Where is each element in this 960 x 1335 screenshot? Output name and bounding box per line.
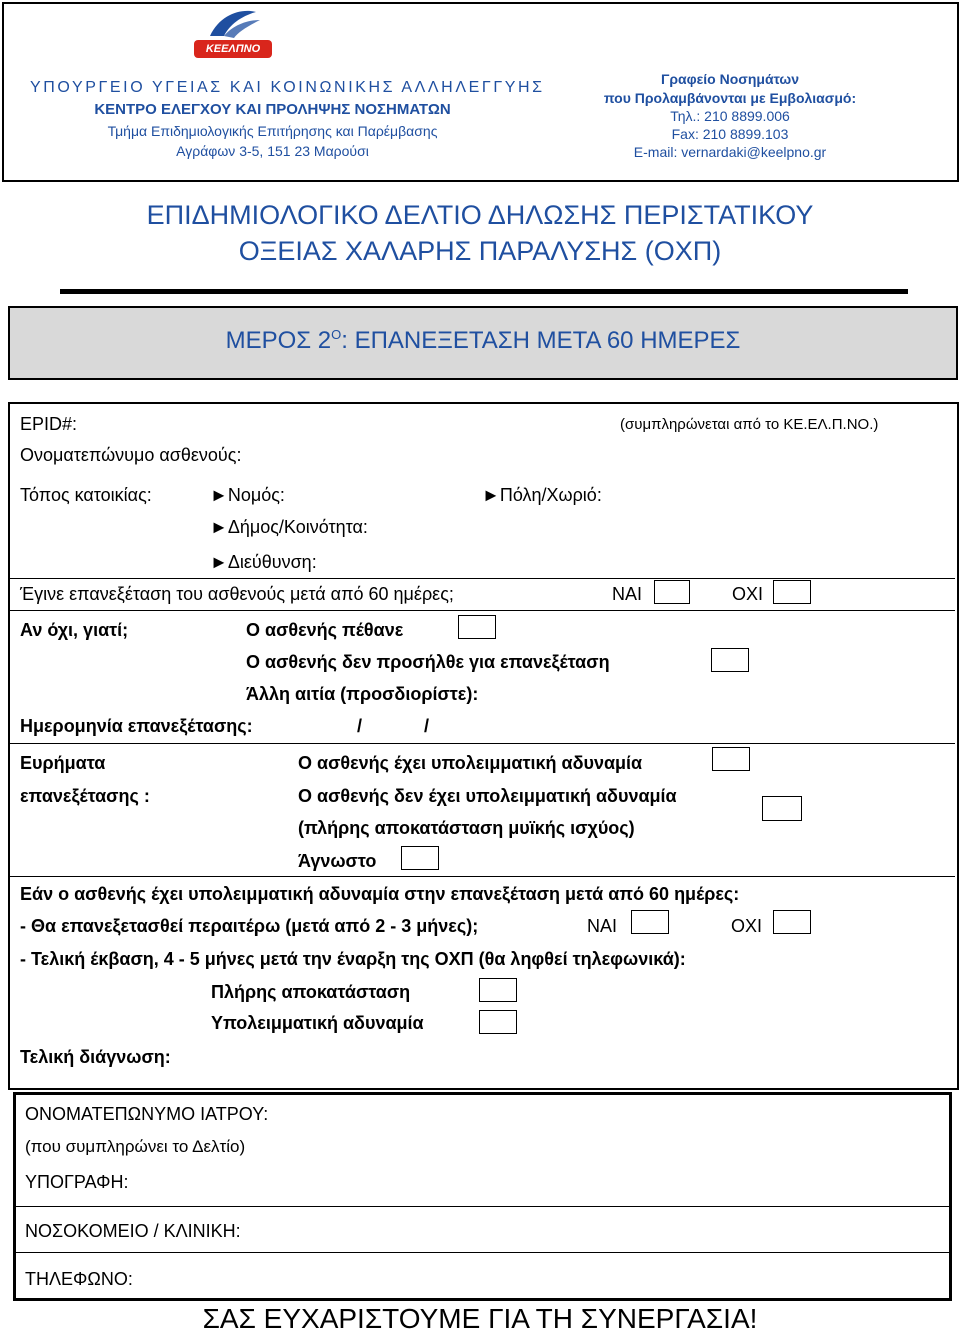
outcome-full-checkbox[interactable]	[479, 978, 517, 1002]
outcome-full-label: Πλήρης αποκατάσταση	[211, 982, 411, 1002]
page-title-line2: ΟΞΕΙΑΣ ΧΑΛΑΡΗΣ ΠΑΡΑΛΥΣΗΣ (ΟΧΠ)	[238, 236, 722, 266]
finding-residual-checkbox[interactable]	[712, 747, 750, 771]
residence-label: Τόπος κατοικίας:	[20, 485, 152, 505]
final-diagnosis-label: Τελική διάγνωση:	[20, 1047, 171, 1067]
finding-no-residual-label-2: (πλήρης αποκατάσταση μυϊκής ισχύος)	[298, 818, 635, 838]
office-fax: Fax: 210 8899.103	[671, 126, 789, 142]
prefecture-field	[210, 485, 285, 506]
patient-name-label: Ονοματεπώνυμο ασθενούς:	[20, 445, 242, 465]
reexam-no-label: ΟΧΙ	[732, 584, 764, 604]
reexam-question: Έγινε επανεξέταση του ασθενούς μετά από 60 ημέρες;	[20, 584, 454, 604]
divider-line	[10, 743, 955, 744]
divider-line	[10, 610, 955, 611]
finding-unknown-label: Άγνωστο	[298, 851, 377, 871]
reexam-yes-label: ΝΑΙ	[612, 584, 643, 604]
epid-note: (συμπληρώνεται από το ΚΕ.ΕΛ.Π.ΝΟ.)	[620, 416, 879, 433]
ministry-name: ΥΠΟΥΡΓΕΙΟ ΥΓΕΙΑΣ ΚΑΙ ΚΟΙΝΩΝΙΚΗΣ ΑΛΛΗΛΕΓΓΥΗΣ	[30, 79, 545, 96]
further-yes-label: ΝΑΙ	[587, 916, 618, 936]
logo-text: ΚΕΕΛΠΝΟ	[205, 43, 261, 55]
if-residual-text: Εάν ο ασθενής έχει υπολειμματική αδυναμία στην επανεξέταση μετά από 60 ημέρες:	[20, 884, 740, 904]
date-separator: /	[424, 716, 430, 736]
section-title-prefix: ΜΕΡΟΣ 2	[225, 327, 332, 354]
further-no-label: ΟΧΙ	[731, 916, 763, 936]
office-email: E-mail: vernardaki@keelpno.gr	[633, 144, 827, 160]
arrow-icon: ►	[210, 552, 228, 572]
section-bar	[8, 306, 958, 380]
office-line1: Γραφείο Νοσημάτων	[660, 71, 800, 87]
arrow-icon: ►	[482, 485, 500, 505]
municipality-label: Δήμος/Κοινότητα:	[227, 517, 368, 537]
finding-residual-label: Ο ασθενής έχει υπολειμματική αδυναμία	[298, 753, 643, 773]
signature-label: ΥΠΟΓΡΑΦΗ:	[25, 1172, 129, 1192]
keelpno-logo	[190, 6, 276, 64]
further-yes-checkbox[interactable]	[631, 910, 669, 934]
epid-label: EPID#:	[20, 414, 78, 434]
finding-unknown-checkbox[interactable]	[401, 846, 439, 870]
divider-line	[13, 1206, 952, 1207]
city-label: Πόλη/Χωριό:	[499, 485, 602, 505]
outcome-residual-label: Υπολειμματική αδυναμία	[211, 1013, 424, 1033]
city-field	[482, 485, 602, 506]
divider-line	[10, 578, 955, 579]
reexam-date-label: Ημερομηνία επανεξέτασης:	[20, 716, 253, 736]
finding-no-residual-label: Ο ασθενής δεν έχει υπολειμματική αδυναμία	[298, 786, 677, 806]
reason-not-came-checkbox[interactable]	[711, 648, 749, 672]
why-not-label: Αν όχι, γιατί;	[20, 620, 129, 640]
office-tel: Τηλ.: 210 8899.006	[670, 108, 790, 124]
arrow-icon: ►	[210, 485, 228, 505]
further-no-checkbox[interactable]	[773, 910, 811, 934]
address-text: Αγράφων 3-5, 151 23 Μαρούσι	[176, 143, 369, 159]
municipality-field	[210, 517, 368, 538]
date-separator: /	[357, 716, 363, 736]
findings-label-1: Ευρήματα	[20, 753, 106, 773]
department-name: Τμήμα Επιδημιολογικής Επιτήρησης και Παρέμβασης	[107, 123, 438, 139]
section-title-suffix: : ΕΠΑΝΕΞΕΤΑΣΗ ΜΕΤΑ 60 ΗΜΕΡΕΣ	[341, 327, 741, 354]
reason-not-came-label: Ο ασθενής δεν προσήλθε για επανεξέταση	[246, 652, 610, 672]
address-field	[210, 552, 317, 573]
arrow-icon: ►	[210, 517, 228, 537]
reexam-no-checkbox[interactable]	[773, 580, 811, 604]
office-line2: που Προλαμβάνονται με Εμβολιασμό:	[603, 90, 857, 106]
divider-line	[10, 876, 955, 877]
center-name: ΚΕΝΤΡΟ ΕΛΕΓΧΟΥ ΚΑΙ ΠΡΟΛΗΨΗΣ ΝΟΣΗΜΑΤΩΝ	[94, 101, 451, 118]
prefecture-label: Νομός:	[227, 485, 285, 505]
hospital-label: ΝΟΣΟΚΟΜΕΙΟ / ΚΛΙΝΙΚΗ:	[25, 1221, 241, 1241]
findings-label-2: επανεξέτασης :	[20, 786, 150, 806]
thanks-text: ΣΑΣ ΕΥΧΑΡΙΣΤΟΥΜΕ ΓΙΑ ΤΗ ΣΥΝΕΡΓΑΣΙΑ!	[202, 1303, 758, 1334]
reason-other-label: Άλλη αιτία (προσδιορίστε):	[246, 684, 479, 704]
section-title-superscript: Ο	[331, 327, 342, 342]
address-label: Διεύθυνση:	[227, 552, 317, 572]
section-title	[10, 327, 956, 355]
page-title-line1: ΕΠΙΔΗΜΙΟΛΟΓΙΚΟ ΔΕΛΤΙΟ ΔΗΛΩΣΗΣ ΠΕΡΙΣΤΑΤΙΚΟΥ	[146, 200, 814, 230]
reason-died-label: Ο ασθενής πέθανε	[246, 620, 404, 640]
title-underline	[60, 289, 908, 294]
phone-label: ΤΗΛΕΦΩΝΟ:	[25, 1269, 133, 1289]
reason-died-checkbox[interactable]	[458, 615, 496, 639]
further-reexam-question: - Θα επανεξετασθεί περαιτέρω (μετά από 2 - 3 μήνες);	[20, 916, 479, 936]
reexam-yes-checkbox[interactable]	[654, 580, 690, 604]
doctor-name-label: ΟΝΟΜΑΤΕΠΩΝΥΜΟ ΙΑΤΡΟΥ:	[25, 1104, 269, 1124]
divider-line	[13, 1252, 952, 1253]
final-outcome-text: - Τελική έκβαση, 4 - 5 μήνες μετά την έναρξη της ΟΧΠ (θα ληφθεί τηλεφωνικά):	[20, 949, 686, 969]
outcome-residual-checkbox[interactable]	[479, 1010, 517, 1034]
finding-no-residual-checkbox[interactable]	[762, 796, 802, 821]
doctor-name-note: (που συμπληρώνει το Δελτίο)	[25, 1137, 246, 1156]
